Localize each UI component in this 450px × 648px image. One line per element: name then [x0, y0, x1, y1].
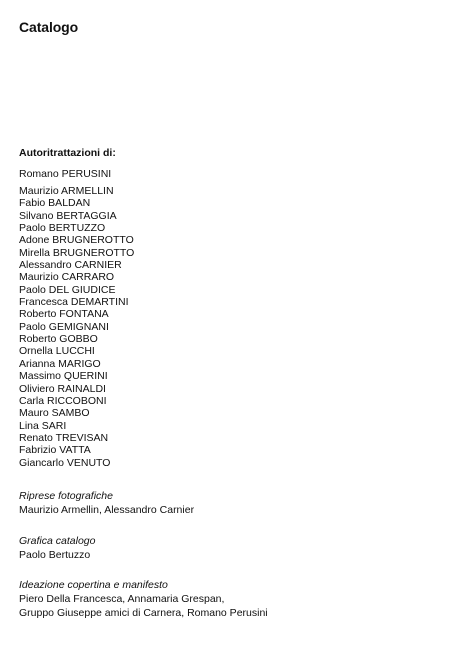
artist-name: Alessandro CARNIER: [19, 259, 122, 272]
artist-name: Oliviero RAINALDI: [19, 382, 106, 395]
credit-photos-value: Maurizio Armellin, Alessandro Carnier: [19, 504, 195, 516]
artist-name: Giancarlo VENUTO: [19, 456, 111, 469]
credit-graphics-label: Grafica catalogo: [19, 535, 96, 547]
artist-name: Renato TREVISAN: [19, 431, 109, 444]
artist-name: Ornella LUCCHI: [19, 345, 95, 358]
credit-cover-value-line-2: Gruppo Giuseppe amici di Carnera, Romano Perusini: [19, 607, 268, 619]
artist-name: Mirella BRUGNEROTTO: [19, 246, 135, 259]
page-title: Catalogo: [19, 19, 79, 35]
artist-name: Adone BRUGNEROTTO: [19, 234, 134, 247]
lead-artist-name: Romano PERUSINI: [19, 168, 112, 180]
artist-name: Paolo GEMIGNANI: [19, 320, 109, 333]
artist-name: Carla RICCOBONI: [19, 394, 107, 407]
artist-name: Fabio BALDAN: [19, 197, 91, 210]
artist-name: Mauro SAMBO: [19, 407, 90, 420]
artist-name: Massimo QUERINI: [19, 370, 108, 383]
artist-name: Francesca DEMARTINI: [19, 296, 129, 309]
artist-name: Roberto FONTANA: [19, 308, 109, 321]
credit-cover-label: Ideazione copertina e manifesto: [19, 579, 168, 591]
credit-cover-value-line-1: Piero Della Francesca, Annamaria Grespan,: [19, 593, 225, 605]
credit-cover: [19, 578, 268, 620]
artist-name: Lina SARI: [19, 419, 67, 432]
artist-name: Silvano BERTAGGIA: [19, 209, 117, 222]
artist-name: Arianna MARIGO: [19, 357, 101, 370]
artist-name: Maurizio CARRARO: [19, 271, 115, 284]
credit-photos: [19, 489, 194, 517]
artist-name: Paolo BERTUZZO: [19, 222, 106, 235]
credit-photos-label: Riprese fotografiche: [19, 490, 113, 502]
artist-name: Fabrizio VATTA: [19, 444, 91, 457]
credit-graphics: [19, 534, 95, 562]
artist-list: [19, 185, 134, 469]
artist-name: Roberto GOBBO: [19, 333, 98, 346]
section-title: Autoritrattazioni di:: [19, 147, 116, 159]
artist-name: Paolo DEL GIUDICE: [19, 283, 116, 296]
artist-name: Maurizio ARMELLIN: [19, 185, 114, 197]
credit-graphics-value: Paolo Bertuzzo: [19, 549, 91, 561]
